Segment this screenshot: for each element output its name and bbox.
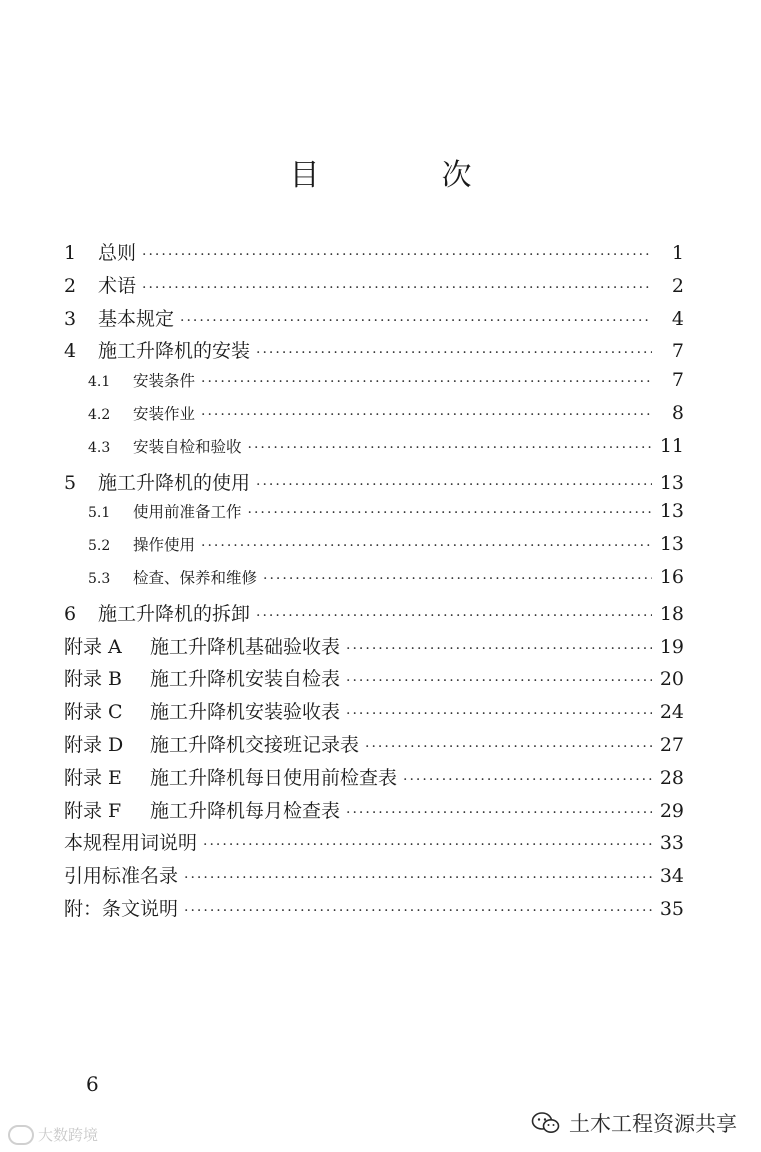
toc-page: 29 [659, 799, 684, 822]
table-of-contents [64, 238, 684, 927]
toc-page: 33 [659, 832, 684, 855]
toc-leader-dots [142, 247, 652, 263]
toc-label: 附：条文说明 [64, 897, 179, 920]
toc-page: 19 [659, 635, 684, 658]
toc-number: 4.1 [88, 374, 111, 391]
watermark-left [8, 1124, 98, 1145]
watermark-right [531, 1108, 737, 1138]
toc-number: 4.2 [88, 406, 111, 423]
toc-label: 检查、保养和维修 [133, 568, 258, 587]
toc-leader-dots [248, 440, 652, 456]
toc-page: 20 [659, 668, 684, 691]
toc-leader-dots [203, 837, 652, 853]
toc-label: 引用标准名录 [64, 865, 179, 888]
toc-entry-appendix-d[interactable] [64, 730, 684, 763]
toc-entry-4[interactable] [64, 336, 684, 369]
toc-label: 施工升降机每日使用前检查表 [150, 766, 398, 789]
toc-entry-6[interactable] [64, 599, 684, 632]
toc-page: 18 [659, 602, 684, 625]
toc-leader-dots [346, 641, 652, 657]
toc-label: 使用前准备工作 [133, 503, 242, 522]
toc-number: 附录 C [64, 701, 123, 724]
toc-label: 本规程用词说明 [64, 832, 198, 855]
toc-leader-dots [256, 608, 652, 624]
toc-entry-appendix-a[interactable] [64, 632, 684, 665]
toc-entry-5-3[interactable] [64, 566, 684, 599]
toc-page: 8 [671, 401, 684, 424]
toc-label: 施工升降机安装自检表 [150, 668, 341, 691]
toc-number: 3 [64, 307, 77, 330]
toc-entry-appendix-f[interactable] [64, 796, 684, 829]
toc-entry-4-2[interactable] [64, 402, 684, 435]
toc-entry-5-2[interactable] [64, 533, 684, 566]
toc-leader-dots [346, 805, 652, 821]
toc-label: 施工升降机的拆卸 [98, 602, 251, 625]
toc-leader-dots [201, 374, 652, 390]
toc-leader-dots [346, 673, 652, 689]
toc-leader-dots [184, 870, 652, 886]
toc-page: 4 [671, 307, 684, 330]
toc-entry-references[interactable] [64, 861, 684, 894]
toc-page: 24 [659, 701, 684, 724]
toc-entry-wording[interactable] [64, 828, 684, 861]
toc-entry-1[interactable] [64, 238, 684, 271]
toc-label: 安装自检和验收 [133, 437, 242, 456]
toc-page: 11 [659, 434, 684, 457]
toc-leader-dots [403, 772, 652, 788]
toc-number: 附录 D [64, 733, 124, 756]
toc-number: 1 [64, 242, 77, 264]
toc-number: 5.3 [88, 570, 111, 587]
wechat-icon [531, 1111, 561, 1135]
toc-leader-dots [248, 505, 652, 521]
toc-entry-4-3[interactable] [64, 435, 684, 468]
toc-number: 5.1 [88, 505, 111, 522]
toc-label: 施工升降机基础验收表 [150, 635, 341, 658]
toc-page: 27 [659, 733, 684, 756]
toc-label: 施工升降机交接班记录表 [150, 733, 360, 756]
toc-page: 7 [671, 369, 684, 392]
toc-leader-dots [184, 903, 652, 919]
toc-entry-4-1[interactable] [64, 369, 684, 402]
toc-label: 施工升降机的安装 [98, 340, 251, 363]
toc-entry-5[interactable] [64, 468, 684, 501]
page-number: 6 [86, 1072, 99, 1096]
toc-number: 4.3 [88, 439, 111, 456]
toc-page: 13 [659, 533, 684, 556]
toc-leader-dots [201, 538, 652, 554]
toc-number: 附录 F [64, 799, 122, 822]
toc-entry-appendix-b[interactable] [64, 664, 684, 697]
page-title: 目 次 [289, 158, 518, 193]
toc-page: 34 [659, 865, 684, 888]
toc-number: 附录 A [64, 635, 122, 658]
toc-number: 2 [64, 274, 77, 297]
toc-number: 5.2 [88, 538, 111, 555]
toc-label: 安装条件 [133, 372, 196, 391]
toc-entry-2[interactable] [64, 271, 684, 304]
toc-label: 操作使用 [133, 536, 196, 555]
toc-number: 5 [64, 471, 77, 494]
toc-number: 附录 B [64, 668, 123, 691]
watermark-right-text: 土木工程资源共享 [569, 1113, 737, 1136]
toc-leader-dots [256, 345, 652, 361]
toc-entry-appendix-e[interactable] [64, 763, 684, 796]
toc-page: 16 [659, 565, 684, 588]
toc-leader-dots [365, 739, 652, 755]
toc-label: 安装作业 [133, 404, 196, 423]
toc-page: 7 [671, 340, 684, 363]
toc-page: 1 [671, 242, 684, 264]
toc-page: 13 [659, 471, 684, 494]
toc-leader-dots [263, 571, 652, 587]
toc-label: 施工升降机每月检查表 [150, 799, 341, 822]
toc-leader-dots [256, 477, 652, 493]
toc-entry-5-1[interactable] [64, 500, 684, 533]
toc-leader-dots [346, 706, 652, 722]
toc-leader-dots [142, 280, 652, 296]
toc-label: 术语 [98, 274, 137, 297]
toc-entry-explanation[interactable] [64, 894, 684, 927]
toc-page: 2 [671, 274, 684, 297]
circle-logo-icon [8, 1125, 34, 1145]
toc-entry-3[interactable] [64, 304, 684, 337]
toc-label: 施工升降机安装验收表 [150, 701, 341, 724]
toc-page: 13 [659, 500, 684, 523]
toc-entry-appendix-c[interactable] [64, 697, 684, 730]
toc-label: 总则 [98, 242, 137, 264]
watermark-left-text: 大数跨境 [38, 1127, 99, 1144]
toc-leader-dots [180, 313, 652, 329]
toc-number: 6 [64, 602, 77, 625]
toc-number: 附录 E [64, 766, 122, 789]
toc-leader-dots [201, 407, 652, 423]
toc-number: 4 [64, 340, 77, 363]
toc-label: 施工升降机的使用 [98, 471, 251, 494]
toc-page: 35 [659, 897, 684, 920]
toc-page: 28 [659, 766, 684, 789]
toc-label: 基本规定 [98, 307, 175, 330]
